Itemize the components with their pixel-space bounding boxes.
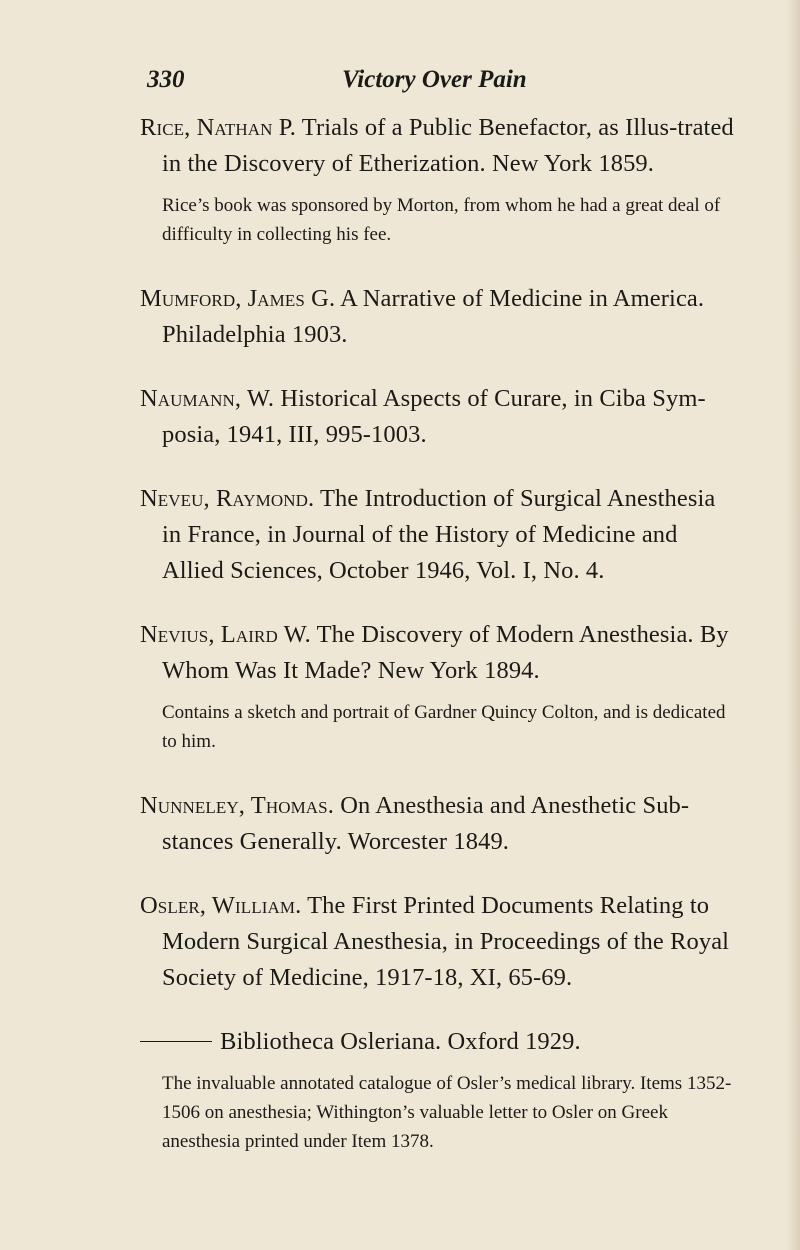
author-name: Nunneley, Thomas. bbox=[140, 792, 334, 819]
citation bbox=[140, 110, 740, 182]
work-title: Historical Aspects of Curare, in Ciba Sym-posia, 1941, III, 995-1003. bbox=[162, 385, 706, 448]
author-name: Rice, Nathan P. bbox=[140, 114, 296, 141]
work-title: The First Printed Documents Relating to Modern Surgical Anesthesia, in Proceedings of the Royal Society of Medicine, 1917-18, XI, 65-69. bbox=[162, 892, 730, 991]
bibliography-entry-nunneley bbox=[140, 788, 740, 860]
citation bbox=[140, 481, 740, 589]
citation bbox=[140, 888, 740, 996]
author-name: Neveu, Raymond. bbox=[140, 485, 315, 512]
citation bbox=[140, 617, 740, 689]
running-title: Victory Over Pain bbox=[342, 66, 527, 93]
citation bbox=[140, 381, 740, 453]
work-title: Trials of a Public Benefactor, as Illus-trated in the Discovery of Etherization. New York 1859. bbox=[162, 114, 734, 177]
bibliography-entry-osler bbox=[140, 888, 740, 996]
author-name: Mumford, James G. bbox=[140, 285, 336, 312]
author-name: Naumann, W. bbox=[140, 385, 275, 412]
work-title: A Narrative of Medicine in America. Philadelphia 1903. bbox=[162, 285, 705, 348]
bibliography-entry-neveu bbox=[140, 481, 740, 589]
bibliography-list bbox=[140, 110, 740, 1156]
citation bbox=[140, 281, 740, 353]
bibliography-entry-rice bbox=[140, 110, 740, 249]
citation bbox=[140, 788, 740, 860]
author-name: Nevius, Laird W. bbox=[140, 621, 311, 648]
work-title: The Introduction of Surgical Anesthesia in France, in Journal of the History of Medicine and Allied Sciences, October 1946, Vol. I, No. 4. bbox=[162, 485, 716, 584]
annotation-note: Rice’s book was sponsored by Morton, from whom he had a great deal of difficulty in collecting his fee. bbox=[162, 195, 721, 245]
page-number: 330 bbox=[147, 66, 185, 93]
page-edge-shadow bbox=[786, 0, 800, 1250]
annotation-note: Contains a sketch and portrait of Gardner Quincy Colton, and is dedicated to him. bbox=[162, 702, 726, 752]
page-header bbox=[147, 66, 737, 106]
author-name: Osler, William. bbox=[140, 892, 302, 919]
bibliography-entry-mumford bbox=[140, 281, 740, 353]
work-title: Bibliotheca Osleriana. Oxford 1929. bbox=[220, 1028, 581, 1055]
work-title: On Anesthesia and Anesthetic Sub-stances Generally. Worcester 1849. bbox=[162, 792, 690, 855]
work-title: The Discovery of Modern Anesthesia. By Whom Was It Made? New York 1894. bbox=[162, 621, 729, 684]
bibliography-entry-nevius bbox=[140, 617, 740, 756]
ditto-dash bbox=[140, 1041, 212, 1042]
bibliography-entry-osler-continued bbox=[140, 1024, 740, 1156]
bibliography-entry-naumann bbox=[140, 381, 740, 453]
annotation-note: The invaluable annotated catalogue of Osler’s medical library. Items 1352-1506 on anesthesia; Withington’s valuable letter to Osler on Greek anesthesia printed under Item 1378. bbox=[162, 1073, 732, 1152]
citation bbox=[140, 1024, 740, 1060]
